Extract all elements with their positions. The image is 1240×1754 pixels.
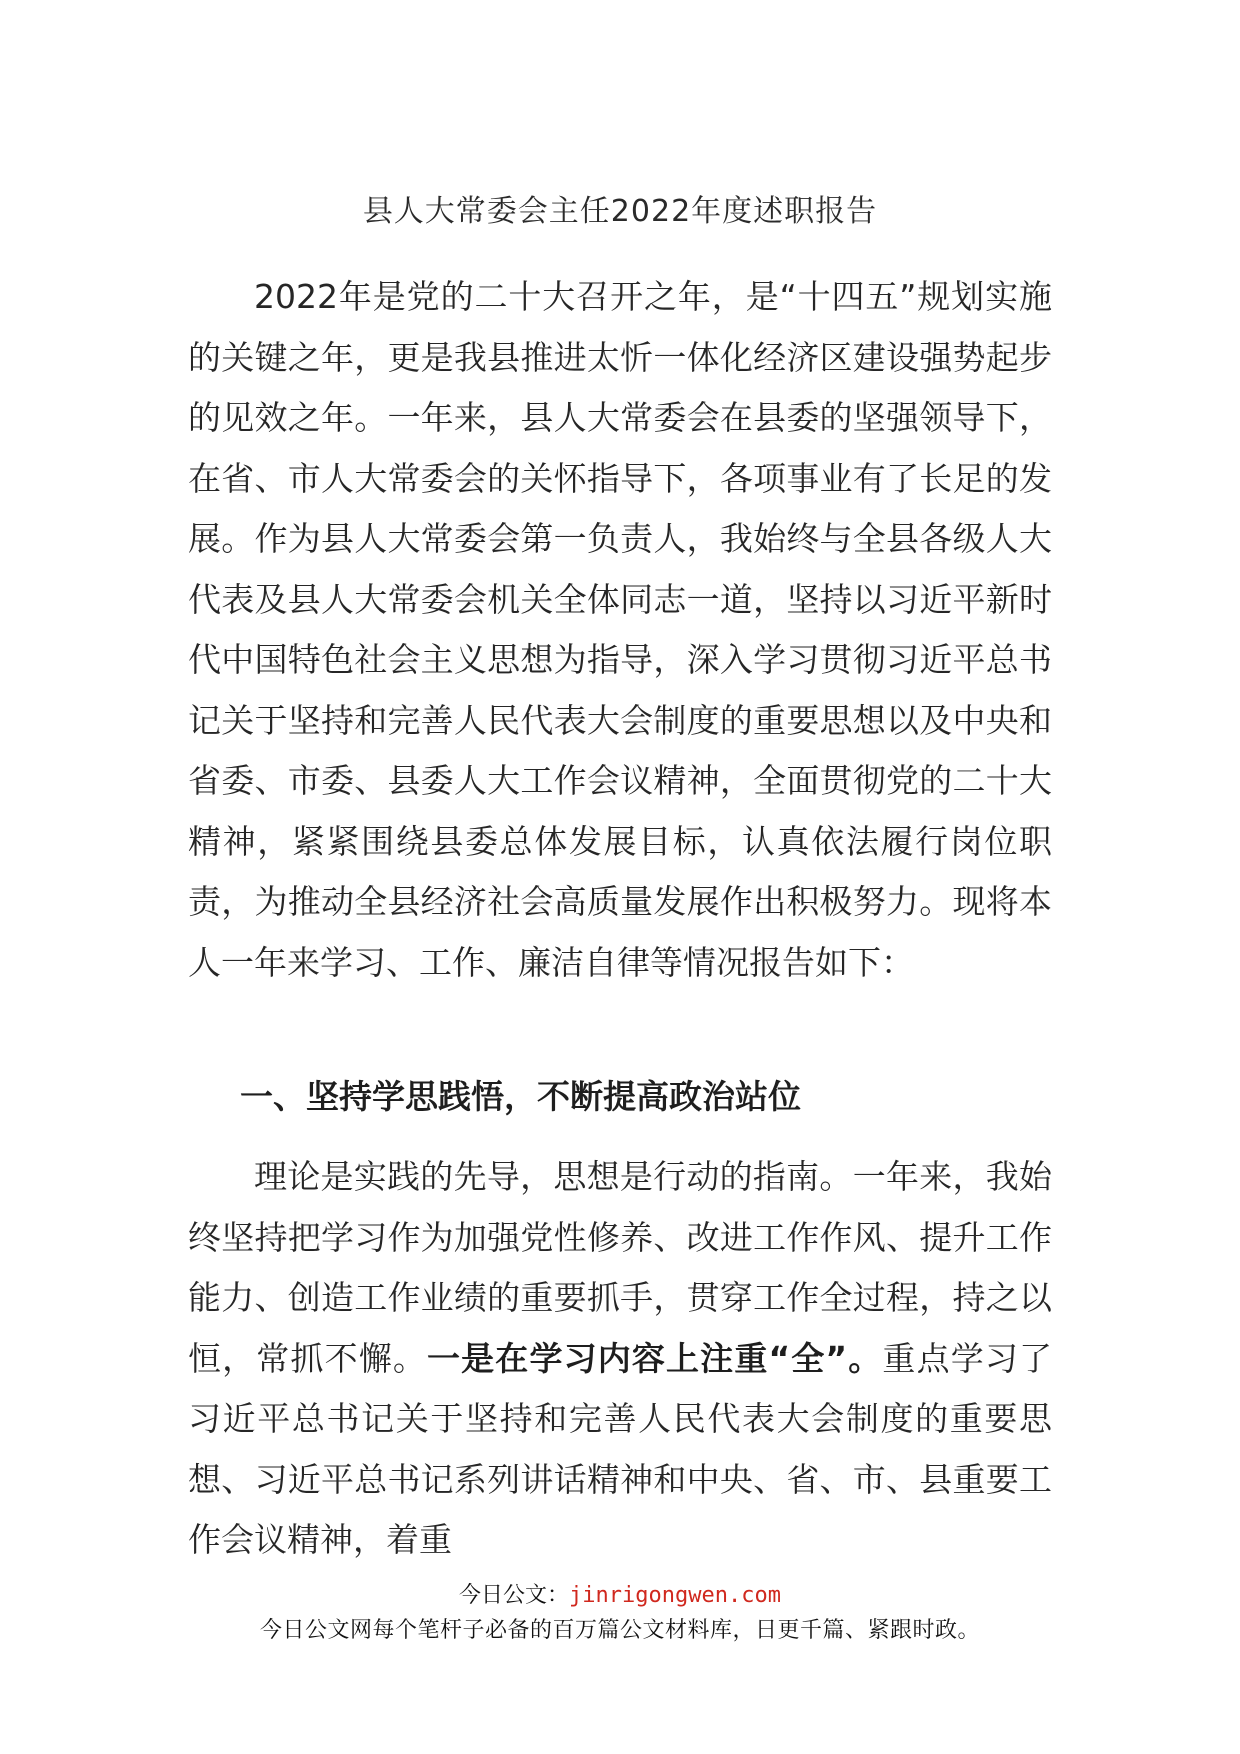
intro-paragraph: 2022年是党的二十大召开之年，是“十四五”规划实施的关键之年，更是我县推进太忻一体化经济区建设强势起步的见效之年。一年来，县人大常委会在县委的坚强领导下，在省、市人大常委会的关怀指导下，各项事业有了长足的发展。作为县人大常委会第一负责人，我始终与全县各级人大代表及县人大常委会机关全体同志一道，坚持以习近平新时代中国特色社会主义思想为指导，深入学习贯彻习近平总书记关于坚持和完善人民代表大会制度的重要思想以及中央和省委、市委、县委人大工作会议精神，全面贯彻党的二十大精神，紧紧围绕县委总体发展目标，认真依法履行岗位职责，为推动全县经济社会高质量发展作出积极努力。现将本人一年来学习、工作、廉洁自律等情况报告如下：	[188, 277, 1052, 982]
document-title: 县人大常委会主任2022年度述职报告	[362, 194, 878, 229]
section-paragraph-bold: 一是在学习内容上注重“全”。	[427, 1338, 883, 1378]
footer-site-link[interactable]: jinrigongwen.com	[569, 1583, 781, 1608]
footer-site-label: 今日公文：	[459, 1583, 570, 1608]
section-heading: 一、坚持学思践悟，不断提高政治站位	[240, 1077, 801, 1116]
footer-slogan: 今日公文网每个笔杆子必备的百万篇公文材料库，日更千篇、紧跟时政。	[259, 1618, 980, 1643]
section-paragraph-text-1: 理论是实践的先导，思想是行动的指南。一年来，我始终坚持把学习作为加强党性修养、改进工作作风、提升工作能力、创造工作业绩的重要抓手，贯穿工作全过程，持之以恒，常抓不懈。	[188, 1157, 1052, 1378]
section-paragraph-text-2: 重点学习了习近平总书记关于坚持和完善人民代表大会制度的重要思想、习近平总书记系列讲话精神和中央、省、市、县重要工作会议精神，着重	[188, 1338, 1052, 1559]
section-paragraph	[188, 1147, 1052, 1571]
footer-site-line	[0, 1581, 1240, 1611]
